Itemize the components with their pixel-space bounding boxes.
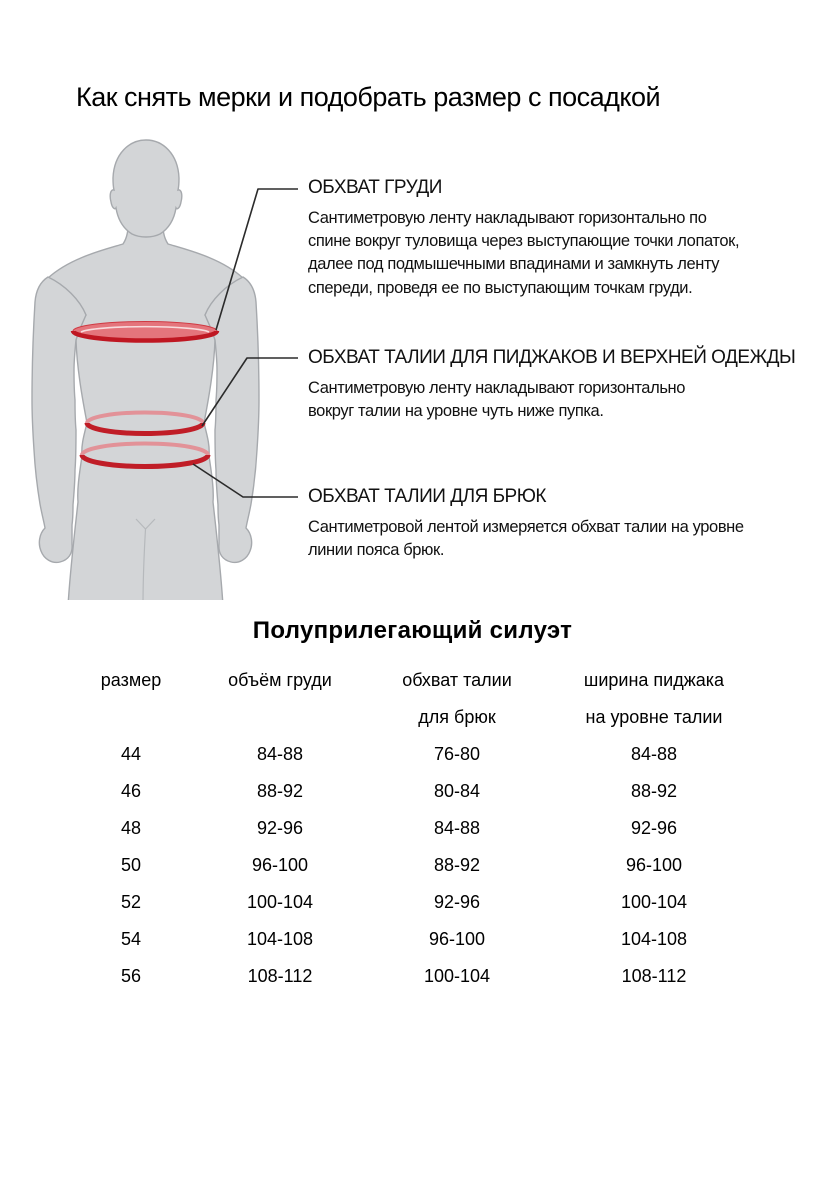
col-header-size: размер [100,670,162,690]
table-cell: 96-100 [428,929,486,949]
table-cell: 100-104 [423,966,491,986]
table-cell: 92-96 [433,892,481,912]
table-row [60,958,752,995]
col-header-jacket-width-2: на уровне талии [585,707,723,727]
body-line: Сантиметровую ленту накладывают горизонтально по [308,209,707,227]
table-header-row-1 [60,662,752,699]
section-waist-trousers-heading: ОБХВАТ ТАЛИИ ДЛЯ БРЮК [308,486,546,507]
col-header-chest-2 [202,699,358,736]
silhouette-head [110,140,182,237]
table-cell: 84-88 [256,744,304,764]
table-cell: 54 [120,929,142,949]
body-line: Сантиметровую ленту накладывают горизонтально [308,379,686,397]
table-cell: 84-88 [433,818,481,838]
section-waist-trousers-body [308,516,744,562]
section-waist-jackets-body [308,377,795,423]
table-cell: 92-96 [256,818,304,838]
col-header-waist-2: для брюк [418,707,496,727]
table-cell: 80-84 [433,781,481,801]
section-waist-jackets-heading: ОБХВАТ ТАЛИИ ДЛЯ ПИДЖАКОВ И ВЕРХНЕЙ ОДЕЖДЫ [308,347,796,368]
section-waist-trousers [308,486,744,562]
table-row [60,921,752,958]
table-row [60,736,752,773]
table-cell: 100-104 [620,892,688,912]
body-line: далее под подмышечными впадинами и замкнуть ленту [308,255,720,274]
table-row [60,810,752,847]
section-chest-heading: ОБХВАТ ГРУДИ [308,177,442,198]
size-table-title: Полуприлегающий силуэт [252,617,573,644]
table-cell: 96-100 [625,855,683,875]
table-row [60,847,752,884]
section-chest-body [308,207,739,300]
col-header-chest: объём груди [228,670,332,690]
table-cell: 108-112 [247,966,313,986]
table-cell: 96-100 [251,855,309,875]
table-row [60,773,752,810]
table-cell: 104-108 [620,929,688,949]
body-line: спереди, проведя ее по выступающим точкам груди. [308,278,693,297]
col-header-size-2 [60,699,202,736]
table-cell: 108-112 [621,966,687,986]
table-cell: 56 [120,966,142,986]
table-cell: 88-92 [433,855,481,875]
table-cell: 48 [120,818,142,838]
table-cell: 88-92 [256,781,304,801]
table-cell: 52 [120,892,142,912]
table-header-row-2 [60,699,752,736]
section-waist-jackets [308,347,795,423]
table-cell: 104-108 [246,929,314,949]
table-cell: 50 [120,855,142,875]
table-cell: 84-88 [630,744,678,764]
table-cell: 88-92 [630,781,678,801]
table-row [60,884,752,921]
body-line: Сантиметровой лентой измеряется обхват талии на уровне [308,518,744,536]
size-table [60,662,752,995]
chest-band [73,322,217,341]
body-line: вокруг талии на уровне чуть ниже пупка. [308,402,604,421]
table-cell: 92-96 [630,818,678,838]
body-line: спине вокруг туловища через выступающие точки лопаток, [308,232,740,251]
table-cell: 100-104 [246,892,314,912]
section-chest [308,177,739,300]
page-title: Как снять мерки и подобрать размер с посадкой [76,82,661,112]
table-cell: 44 [120,744,142,764]
col-header-waist: обхват талии [402,670,512,690]
body-line: линии пояса брюк. [308,541,445,560]
table-cell: 76-80 [433,744,481,764]
col-header-jacket-width: ширина пиджака [583,670,725,690]
table-cell: 46 [120,781,142,801]
